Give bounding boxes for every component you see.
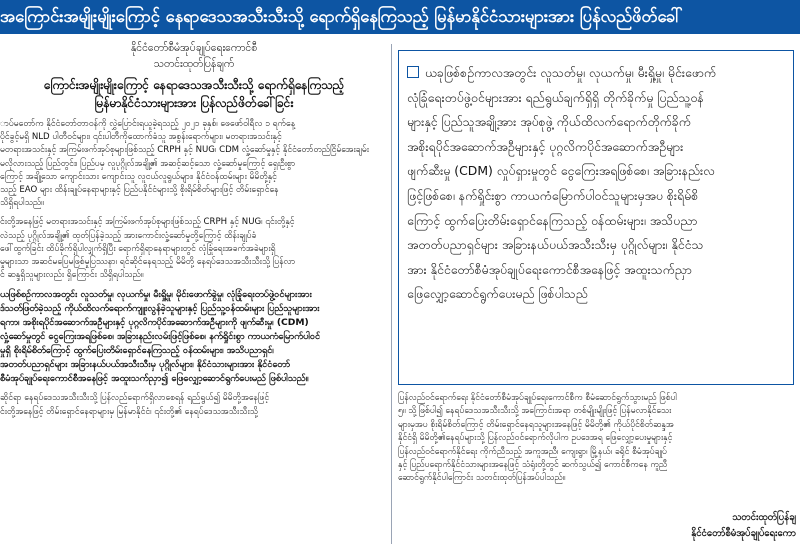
box-line: အား နိုင်ငံတော်စီမံအုပ်ချုပ်ရေးကောင်စီအနေဖြင့် အထူးသက်ညှာ	[407, 261, 692, 277]
paragraph-line: ဆိုင်ရာ နေရပ်ဒေသအသီးသီးသို့ ပြန်လည်ရောက်ရှိလာစေရန် ရည်ရွယ်၍ မိမိတို့အနေဖြင့်	[0, 393, 270, 404]
paragraph-line: အတတ်ပညာရှင်များ အခြားနယ်ပယ်အသီးသီးမှ ပုဂ္ဂိုလ်များ၊ နိုင်ငံသားများအား နိုင်ငံတော်	[0, 359, 291, 371]
paragraph-line: မတရားအသင်းနှင့် အကြမ်းဖက်အုပ်စုများဖြစ်သည့် CRPH နှင့် NUG၊ CDM လှုံ့ဆော်မှုနှင့် နိုင်ငံတော်တည်ငြိမ်အေးချမ်း	[0, 145, 369, 156]
box-line: ကြောင့် ထွက်ပြေးတိမ်းရှောင်နေကြသည့် ဝန်ထမ်းများ၊ အသိပညာ	[407, 212, 698, 228]
paragraph-2	[0, 216, 388, 282]
highlight-box	[398, 50, 794, 385]
paragraph-line: င်းတို့အနေဖြင့် မတရားအသင်းနှင့် အကြမ်းဖက်အုပ်စုများဖြစ်သည့် CRPH နှင့် NUG၊ ၎င်းတို့နှင့်	[0, 217, 295, 228]
box-line: အစိုးရပိုင်အဆောက်အဦများနှင့် ပုဂ္ဂလိကပိုင်အဆောက်အဦများ	[407, 138, 684, 154]
paragraph-line: မလိုလားသည့် ပြည်တွင်း၊ ပြည်ပမှ လူပုဂ္ဂိုလ်အချို့၏ အဆင့်ဆင့်သော လှုံ့ဆော်မှုကြောင့် ရှေးဦးစွာ	[0, 158, 296, 169]
release-title-line-1: ကြောင်းအမျိုးမျိုးကြောင့် နေရာဒေသအသီးသီးသို့ ရောက်ရှိနေကြသည့်	[43, 78, 345, 92]
box-line: ဖြေလျှော့ဆောင်ရွက်ပေးမည် ဖြစ်ပါသည်	[407, 286, 588, 302]
press-release-label: သတင်းထုတ်ပြန်ချက်	[153, 58, 235, 70]
box-line: အတတ်ပညာရှင်များ အခြားနယ်ပယ်အသီးသီးမှ ပုဂ္ဂိုလ်များ၊ နိုင်ငံသ	[407, 237, 704, 253]
paragraph-line: ပိုင်ခွင့်မရှိ NLD ပါတီဝင်များ၊ ၎င်းပါတီကိုထောက်ခံသူ အစွန်းရောက်များ၊ မတရားအသင်းနှင့်	[0, 132, 282, 143]
paragraph-line: လှုံ့ဆော်မှုတွင် ငွေကြေးအရဖြစ်စေ၊ အခြားနည်းလမ်းဖြင့်ဖြစ်စေ၊ နက်ရှိုင်းစွာ ကာယကံမြောက်ပါဝင်	[0, 331, 321, 343]
paragraph-line: သည့် EAO များ ထိန်းချုပ်နေရာများနှင့် ပြည်ပနိုင်ငံများသို့ စိုးရိမ်စိတ်များဖြင့် တိမ်းရှောင်နေ	[0, 185, 279, 196]
paragraph-line: ရကာ၊ အစိုးရပိုင်အဆောက်အဦများနှင့် ပုဂ္ဂလိကပိုင်အဆောက်အဦများကို ဖျက်ဆီးမှု၊ (CDM)	[0, 317, 309, 329]
signature-organization: နိုင်ငံတော်စီမံအုပ်ချုပ်ရေးကော	[691, 528, 796, 539]
left-column	[0, 40, 388, 550]
paragraph-line: စီမံအုပ်ချုပ်ရေးကောင်စီအနေဖြင့် အထူးသက်ညှာ၍ ဖြေလျှော့ဆောင်ရွက်ပေးမည် ဖြစ်ပါသည်။	[0, 373, 309, 385]
paragraph-line: ယဖြစ်စဉ်ကာလအတွင်း လူသတ်မှု၊ လုယက်မှု၊ မီးရှို့မှု၊ မိုင်းဖောက်ခွဲမှု၊ လုံခြုံရေးတပ်ဖွဲ့ဝင်များအား	[0, 289, 312, 301]
paragraph-line: ၅။ သို့ဖြစ်ပါ၍ နေရပ်ဒေသအသီးသီးသို့ အကြောင်းအရာ တစ်မျိုးမျိုးဖြင့် ပြန်မလာနိုင်သေး	[398, 406, 672, 417]
paragraph-line: သိရှိရပါသည်။	[0, 198, 44, 209]
paragraph-3	[0, 392, 388, 418]
paragraph-line: င်းတို့အနေဖြင့် တိမ်းရှောင်နေရာများမှ မြန်မာနိုင်ငံ၊ ၎င်းတို့၏ နေရပ်ဒေသအသီးသီးသို့	[0, 406, 258, 417]
paragraph-line: လဲသည့် ပုဂ္ဂိုလ်အချို့၏ ထုတ်ပြန်ခဲ့သည့် အားကောင်းလှုံ့ဆော်မှုတို့ကြောင့် ထိန်းချုပ်ခံ	[0, 230, 257, 241]
box-line: လုံခြုံရေးတပ်ဖွဲ့ဝင်များအား ရည်ရွယ်ချက်ရှိရှိ တိုက်ခိုက်မှု ပြည်သူ့ဝန်	[407, 89, 704, 105]
headline-text: အကြောင်းအမျိုးမျိုးကြောင့် နေရာဒေသအသီးသီးသို့ ရောက်ရှိနေကြသည့် မြန်မာနိုင်ငံသားများအား ပြန်လည်ဖိတ်ခေါ်	[0, 7, 683, 26]
closing-paragraph	[398, 392, 800, 486]
signature-block	[691, 510, 796, 542]
paragraph-line: င် ဆန္ဒရှိသူများလည်း ရှိကြောင်း သိရှိရပါသည်။	[0, 270, 144, 281]
paragraph-line: မှုများသာ အဆင်မပြေမဖြစ်မှုပြဿနာ၊ ရင်ဆိုင်နေရသည့် မိမိတို့ နေရပ်ဒေသအသီးသီးသို့ ပြန်လာ	[0, 257, 296, 268]
paragraph-line: ပြန်လည်ဝင်ရောက်ရေး နိုင်ငံတော်စီမံအုပ်ချုပ်ရေးကောင်စီက စီမံဆောင်ရွက်သွားမည် ဖြစ်ပါ	[398, 393, 677, 403]
paragraph-line: များမှအပ စိုးရိမ်စိတ်ကြောင့် တိမ်းရှောင်နေရသူများအနေဖြင့် မိမိတို့၏ ကိုယ်ပိုင်စိတ်ဆန္ဒအ	[398, 419, 674, 430]
news-page	[0, 40, 800, 550]
paragraph-line: ဖေါ်ထွက်ခြင်း ထိပ်ခိုက်ရှိပါလျှက်ရှိပြီး ရောက်ရှိရာနေရာများတွင် လုံခြုံရေးအခက်အခဲများရှိ	[0, 243, 276, 254]
paragraph-line: ကြောင့် အချို့သော ကျောင်းသား ကျောင်းသူ လူငယ်လူရွယ်များ၊ နိုင်ငံဝန်ထမ်းများ မိမိတို့နှင့်	[0, 171, 277, 182]
highlighted-paragraph	[0, 288, 388, 386]
headline-banner	[0, 0, 800, 34]
release-title	[0, 76, 388, 112]
release-title-line-2: မြန်မာနိုင်ငံသားများအား ပြန်လည်ဖိတ်ခေါ်ခြင်း	[94, 96, 294, 110]
paragraph-line: ဆောင်ရွက်နိုင်ပါကြောင်း သတင်းထုတ်ပြန်အပ်ပါသည်။	[398, 473, 566, 484]
box-line-text: ယခုဖြစ်စဉ်ကာလအတွင်း လူသတ်မှု၊ လုယက်မှု၊ မီးရှို့မှု၊ မိုင်းဖောက်	[425, 65, 717, 80]
paragraph-1	[0, 118, 388, 210]
paragraph-line: နှင့် ပြည်ပရောက်နိုင်ငံသားများအနေဖြင့် သံရုံးတို့တွင် ဆက်သွယ်၍ ကောင်စီကနေ ကူညီ	[398, 460, 668, 471]
checkbox-bullet-icon	[407, 66, 419, 78]
paragraph-line: မှုရှိ စိုးရိမ်စိတ်ကြောင့် ထွက်ပြေးတိမ်းရှောင်နေကြသည့် ဝန်ထမ်းများ၊ အသိပညာရှင်၊	[0, 345, 274, 357]
release-header	[0, 40, 388, 72]
paragraph-line: ပြန်လည်ဝင်ရောက်နိုင်ရေး ကိုက်ညီသည့် အကူအညီ၊ ကျေးရွာ၊ မြို့နယ်၊ ခရိုင် စီမံအုပ်ချုပ်	[398, 446, 667, 457]
paragraph-line: ာပ်မတော်က နိုင်ငံတော်တာဝန်ကို လွှဲပြောင်းရယူခဲ့ရသည့် ၂၀၂၁ ခုနှစ်၊ ဖေဖော်ဝါရီလ ၁ ရက်နေ့	[0, 119, 296, 129]
issuing-organization: နိုင်ငံတော်စီမံအုပ်ချုပ်ရေးကောင်စီ	[130, 42, 258, 54]
paragraph-line: ဒ်သတ်ဖြတ်ခဲ့သည့် ကိုယ်ထိလက်ရောက်ကျူးလွန်ခဲ့သူများနှင့် ပြည်သူ့ဝန်ထမ်းများ ပြည်သူများအား	[0, 303, 320, 315]
signature-office: သတင်းထုတ်ပြန်ချ	[732, 512, 796, 523]
column-divider	[391, 44, 392, 544]
box-line	[407, 61, 793, 86]
box-line: ဖြင့်ဖြစ်စေ၊ နက်ရှိုင်းစွာ ကာယကံမြောက်ပါဝင်သူများမှအပ စိုးရိမ်စိ	[407, 187, 699, 203]
paragraph-line: နိုင်ငံရှိ မိမိတို့၏နေရပ်များသို့ ပြန်လည်ဝင်ရောက်လိုပါက ဥပဒေအရ ဖြေလျှော့ပေးမှုများနှင့်	[398, 433, 673, 444]
right-column	[398, 40, 800, 550]
box-line: ဖျက်ဆီးမှု (CDM) လှုပ်ရှားမှုတွင် ငွေကြေးအရဖြစ်စေ၊ အခြားနည်းလ	[407, 163, 715, 179]
box-line: များနှင့် ပြည်သူအချို့အား အုပ်စုဖွဲ့ ကိုယ်ထိလက်ရောက်တိုက်ခိုက်	[407, 114, 691, 130]
